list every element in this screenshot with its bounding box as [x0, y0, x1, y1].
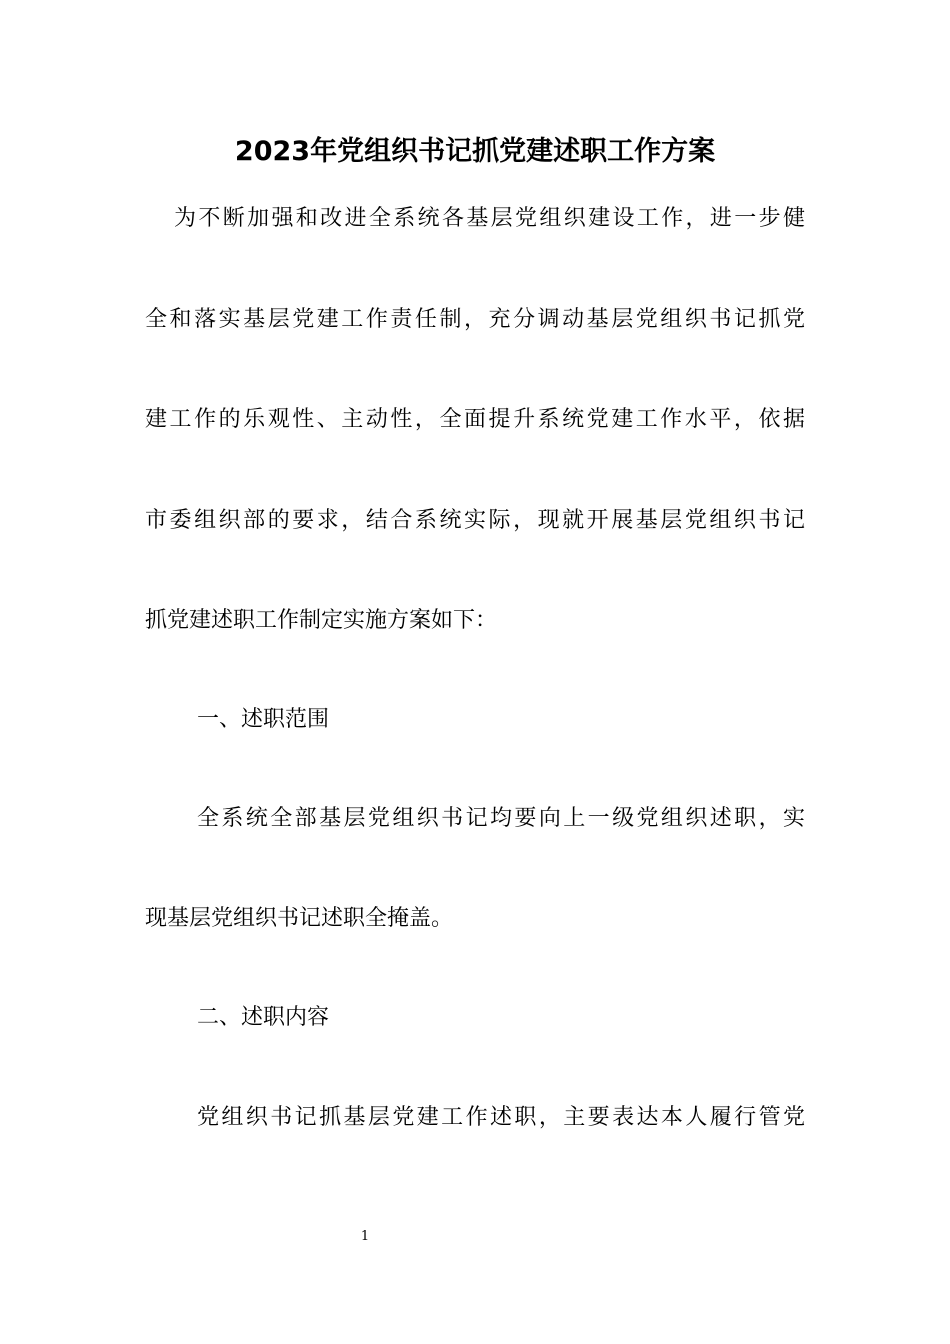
intro-line-3: 建工作的乐观性、主动性，全面提升系统党建工作水平，依据 — [145, 407, 805, 432]
intro-line-1: 为不断加强和改进全系统各基层党组织建设工作，进一步健 — [174, 206, 805, 231]
section-1-line-1: 全系统全部基层党组织书记均要向上一级党组织述职，实 — [197, 806, 805, 831]
section-1-line-2: 现基层党组织书记述职全掩盖。 — [145, 906, 454, 931]
intro-line-5: 抓党建述职工作制定实施方案如下： — [145, 608, 498, 633]
intro-line-4: 市委组织部的要求，结合系统实际，现就开展基层党组织书记 — [145, 508, 805, 533]
intro-line-2: 全和落实基层党建工作责任制，充分调动基层党组织书记抓党 — [145, 307, 805, 332]
document-title: 2023年党组织书记抓党建述职工作方案 — [234, 136, 716, 167]
section-2-heading: 二、述职内容 — [197, 1005, 330, 1030]
section-2-line-1: 党组织书记抓基层党建工作述职，主要表达本人履行管党 — [197, 1105, 805, 1130]
section-1-heading: 一、述职范围 — [197, 707, 330, 732]
page-number: 1 — [360, 1229, 370, 1244]
